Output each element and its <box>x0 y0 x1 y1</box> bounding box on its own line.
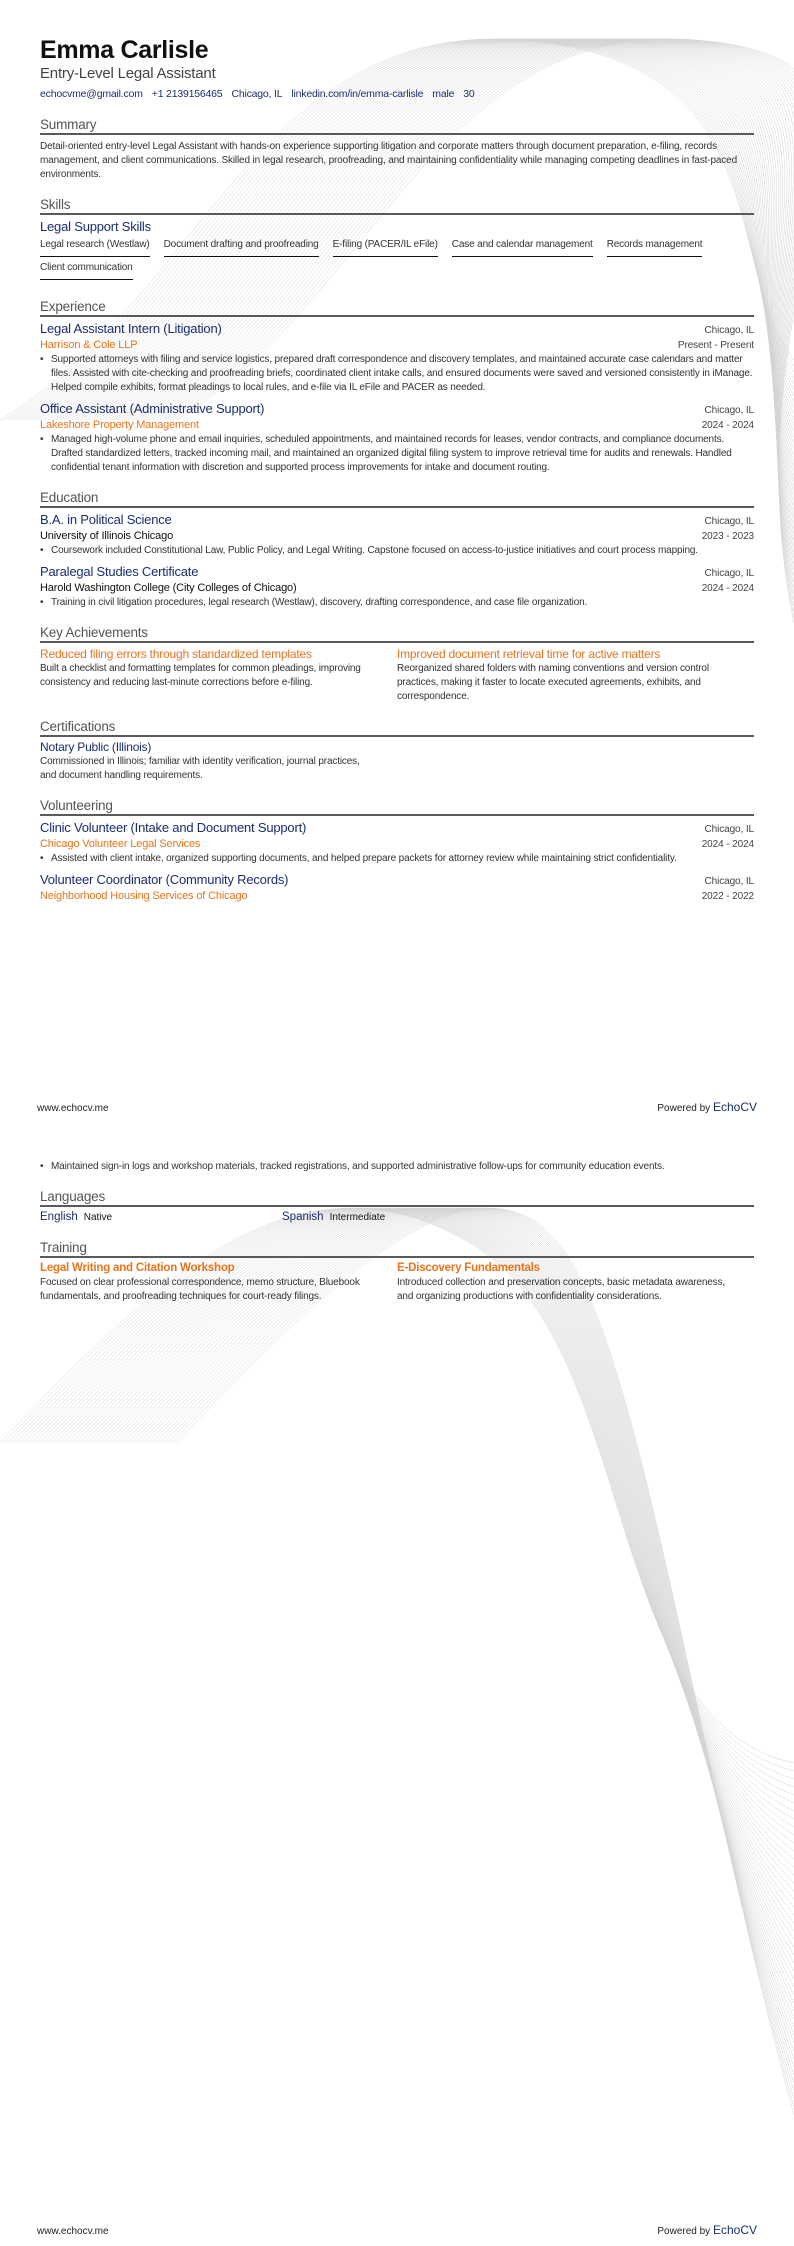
wave-line <box>132 1208 794 2027</box>
language-name: Spanish <box>282 1211 324 1223</box>
volunteering-section <box>40 797 754 904</box>
entry-organization: Harold Washington College (City Colleges of Chicago) <box>40 582 297 594</box>
entry-dates: 2022 - 2022 <box>701 891 754 902</box>
wave-line <box>112 1208 794 1987</box>
brand-logo[interactable]: EchoCV <box>712 2223 757 2237</box>
wave-line <box>56 1208 794 1875</box>
section-heading: Certifications <box>40 718 754 737</box>
wave-line <box>92 1208 794 1947</box>
footer-site-link[interactable]: www.echocv.me <box>37 1103 109 1114</box>
section-heading: Key Achievements <box>40 624 754 643</box>
entry-title: Legal Assistant Intern (Litigation) <box>40 321 222 336</box>
wave-line <box>136 1208 794 2035</box>
training-text: Focused on clear professional correspondence, memo structure, Bluebook fundamentals, and proofreading techniques for court-ready filings. <box>40 1277 360 1302</box>
achievement-text: Reorganized shared folders with naming conventions and version control practices, making it faster to locate executed agreements, exhibits, and correspondence. <box>397 663 709 702</box>
wave-line <box>148 1208 794 2059</box>
experience-entry <box>40 400 754 475</box>
wave-line <box>120 1208 794 2003</box>
volunteering-entry <box>40 819 754 866</box>
powered-by <box>657 2223 757 2239</box>
training-item <box>397 1261 754 1304</box>
page-footer <box>37 1100 757 1116</box>
wave-line <box>64 1208 794 1891</box>
education-entry <box>40 563 754 610</box>
entry-title: Paralegal Studies Certificate <box>40 564 199 579</box>
entry-location: Chicago, IL <box>704 325 754 336</box>
certification-title: Notary Public (Illinois) <box>40 740 152 754</box>
languages-section <box>40 1188 754 1225</box>
summary-text: Detail-oriented entry-level Legal Assistant with hands-on experience supporting litigation and corporate matters through document preparation, e-filing, records management, and client communications. Skilled in legal research, proofreading, and maintaining confidentiality while managing competing deadlines in fast-paced environments. <box>40 141 737 180</box>
entry-bullet: • Supported attorneys with filing and service logistics, prepared draft correspondence and discovery templates, and maintained accurate case calendars and matter files. Assisted with cite-checking and proofreading briefs, coordinated client intake calls, and ensured documents were saved and versioned consistently in iManage. Helped compile exhibits, format pleadings to local rules, and e-file via IL eFile and PACER as needed. <box>51 353 754 395</box>
certification-text: Commissioned in Illinois; familiar with identity verification, journal practices, and document handling requirements. <box>40 756 360 781</box>
language-item <box>282 1210 524 1225</box>
entry-organization: Lakeshore Property Management <box>40 419 199 431</box>
training-title: E-Discovery Fundamentals <box>397 1262 540 1274</box>
wave-line <box>116 1208 794 1995</box>
language-level: Native <box>83 1212 113 1223</box>
achievement-text: Built a checklist and formatting templates for common pleadings, improving consistency and reducing last-minute corrections before e-filing. <box>40 663 361 688</box>
entry-bullet: • Maintained sign-in logs and workshop materials, tracked registrations, and supported administrative follow-ups for community education events. <box>51 1160 754 1174</box>
section-heading: Volunteering <box>40 797 754 816</box>
wave-line <box>72 1208 794 1907</box>
training-item <box>40 1261 397 1304</box>
entry-location: Chicago, IL <box>704 516 754 527</box>
entry-location: Chicago, IL <box>704 876 754 887</box>
certification-item <box>40 740 397 783</box>
entry-bullet: • Managed high-volume phone and email inquiries, scheduled appointments, and maintained records for leases, vendor contracts, and compliance documents. Drafted standardized letters, tracked incoming mail, and maintained an organized digital filing system to improve retrieval time for audits and renewals. Handled confidential tenant information with discretion and supported process improvements for intake and document routing. <box>51 433 754 475</box>
training-title: Legal Writing and Citation Workshop <box>40 1262 235 1274</box>
section-heading: Education <box>40 489 754 508</box>
wave-line <box>168 1208 794 2099</box>
language-level: Intermediate <box>329 1212 386 1223</box>
skills-section <box>40 196 754 284</box>
section-heading: Skills <box>40 196 754 215</box>
resume-page-2 <box>0 1123 794 2246</box>
language-item <box>40 1210 282 1225</box>
entry-dates: 2024 - 2024 <box>701 420 754 431</box>
entry-dates: 2024 - 2024 <box>701 583 754 594</box>
skill-list <box>40 238 754 284</box>
footer-site-link[interactable]: www.echocv.me <box>37 2226 109 2237</box>
training-text: Introduced collection and preservation concepts, basic metadata awareness, and organizing productions with confidentiality considerations. <box>397 1277 725 1302</box>
skill-item: Records management <box>607 238 703 257</box>
wave-line <box>160 1208 794 2083</box>
entry-organization: Chicago Volunteer Legal Services <box>40 838 201 850</box>
contact-phone[interactable]: +1 2139156465 <box>151 88 223 100</box>
achievement-title: Reduced filing errors through standardized templates <box>40 647 312 661</box>
skill-item: E-filing (PACER/IL eFile) <box>333 238 438 257</box>
wave-line <box>144 1208 794 2051</box>
page-footer <box>37 2223 757 2239</box>
entry-title: Clinic Volunteer (Intake and Document Support) <box>40 820 307 835</box>
powered-by-label: Powered by <box>657 1103 711 1114</box>
contact-linkedin[interactable]: linkedin.com/in/emma-carlisle <box>291 88 424 100</box>
powered-by-label: Powered by <box>657 2226 711 2237</box>
education-entry <box>40 511 754 558</box>
education-section <box>40 489 754 610</box>
wave-line <box>104 1208 794 1971</box>
powered-by <box>657 1100 757 1116</box>
brand-logo[interactable]: EchoCV <box>712 1100 757 1114</box>
entry-bullet: • Coursework included Constitutional Law, Public Policy, and Legal Writing. Capstone focused on access-to-justice initiatives and court process mapping. <box>51 544 754 558</box>
entry-location: Chicago, IL <box>704 568 754 579</box>
skill-item: Legal research (Westlaw) <box>40 238 150 257</box>
section-heading: Experience <box>40 298 754 317</box>
wave-line <box>140 1208 794 2043</box>
wave-line <box>52 1208 794 1867</box>
contact-line <box>40 87 754 102</box>
skill-item: Client communication <box>40 261 133 280</box>
section-heading: Training <box>40 1239 754 1258</box>
entry-dates: Present - Present <box>677 340 754 351</box>
wave-line <box>172 1208 794 2107</box>
entry-organization: University of Illinois Chicago <box>40 530 174 542</box>
entry-title: B.A. in Political Science <box>40 512 172 527</box>
certifications-section <box>40 718 754 783</box>
entry-location: Chicago, IL <box>704 405 754 416</box>
contact-gender: male <box>432 88 455 100</box>
contact-age: 30 <box>463 88 475 100</box>
experience-section <box>40 298 754 475</box>
language-name: English <box>40 1211 78 1223</box>
candidate-name: Emma Carlisle <box>40 36 209 64</box>
achievement-title: Improved document retrieval time for active matters <box>397 647 661 661</box>
entry-bullet: • Training in civil litigation procedures, legal research (Westlaw), discovery, drafting correspondence, and case file organization. <box>51 596 754 610</box>
wave-line <box>80 1208 794 1923</box>
section-heading: Languages <box>40 1188 754 1207</box>
entry-bullet: • Assisted with client intake, organized supporting documents, and helped prepare packets for attorney review while maintaining strict confidentiality. <box>51 852 754 866</box>
entry-title: Volunteer Coordinator (Community Records) <box>40 872 289 887</box>
summary-section <box>40 116 754 182</box>
candidate-title: Entry-Level Legal Assistant <box>40 65 216 82</box>
wave-line <box>100 1208 794 1963</box>
entry-dates: 2023 - 2023 <box>701 531 754 542</box>
entry-location: Chicago, IL <box>704 824 754 835</box>
wave-line <box>60 1208 794 1883</box>
contact-email[interactable]: echocvme@gmail.com <box>40 88 143 100</box>
entry-title: Office Assistant (Administrative Support) <box>40 401 265 416</box>
wave-line <box>164 1208 794 2091</box>
training-section <box>40 1239 754 1304</box>
skill-group-title: Legal Support Skills <box>40 219 151 234</box>
achievement-item <box>397 646 754 704</box>
wave-line <box>44 1208 794 1851</box>
entry-organization: Harrison & Cole LLP <box>40 339 138 351</box>
wave-line <box>84 1208 794 1931</box>
volunteering-entry <box>40 871 754 904</box>
section-heading: Summary <box>40 116 754 135</box>
wave-line <box>76 1208 794 1915</box>
entry-dates: 2024 - 2024 <box>701 839 754 850</box>
wave-line <box>96 1208 794 1955</box>
skill-item: Case and calendar management <box>452 238 593 257</box>
achievements-section <box>40 624 754 704</box>
wave-line <box>124 1208 794 2011</box>
skill-item: Document drafting and proofreading <box>164 238 319 257</box>
experience-entry <box>40 320 754 395</box>
wave-line <box>156 1208 794 2075</box>
entry-organization: Neighborhood Housing Services of Chicago <box>40 890 248 902</box>
achievement-item <box>40 646 397 704</box>
contact-location: Chicago, IL <box>231 88 283 100</box>
